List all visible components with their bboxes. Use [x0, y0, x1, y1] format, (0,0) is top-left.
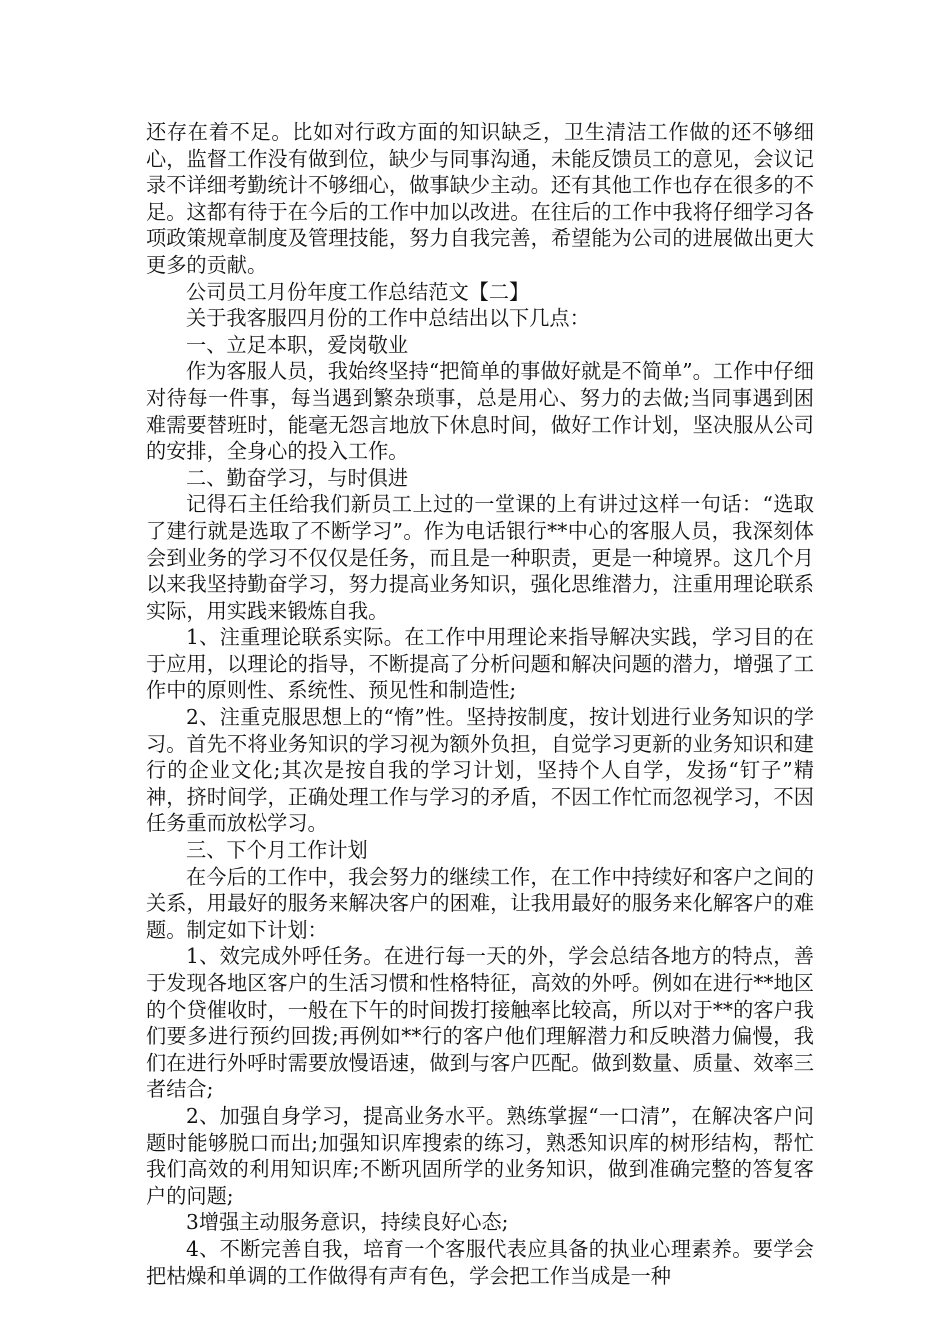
heading-1: 一、立足本职，爱岗敬业: [186, 332, 409, 357]
list-item: 4、不断完善自我，培育一个客服代表应具备的执业心理素养。要学会把枯燥和单调的工作做得有声有色，学会把工作当成是一种: [146, 1236, 814, 1288]
heading-3: 三、下个月工作计划: [186, 838, 368, 863]
heading-2: 二、勤奋学习，与时俱进: [186, 465, 409, 490]
paragraph: 记得石主任给我们新员工上过的一堂课的上有讲过这样一句话：“选取了建行就是选取了不断学习”。作为电话银行**中心的客服人员，我深刻体会到业务的学习不仅仅是任务，而且是一种职责，更是一种境界。这几个月以来我坚持勤奋学习，努力提高业务知识，强化思维潜力，注重用理论联系实际，用实践来锻炼自我。: [146, 492, 814, 623]
list-item: 2、注重克服思想上的“惰”性。坚持按制度，按计划进行业务知识的学习。首先不将业务知识的学习视为额外负担，自觉学习更新的业务知识和建行的企业文化;其次是按自我的学习计划，坚持个人自学，发扬“钉子”精神，挤时间学，正确处理工作与学习的矛盾，不因工作忙而忽视学习，不因任务重而放松学习。: [146, 705, 814, 836]
list-item: 2、加强自身学习，提高业务水平。熟练掌握“一口清”，在解决客户问题时能够脱口而出;加强知识库搜索的练习，熟悉知识库的树形结构，帮忙我们高效的利用知识库;不断巩固所学的业务知识，做到准确完整的答复客户的问题;: [146, 1103, 814, 1208]
paragraph-lead: 关于我客服四月份的工作中总结出以下几点：: [186, 306, 590, 331]
paragraph-intro: 还存在着不足。比如对行政方面的知识缺乏，卫生清洁工作做的还不够细心，监督工作没有做到位，缺少与同事沟通，未能反馈员工的意见，会议记录不详细考勤统计不够细心，做事缺少主动。还有其他工作也存在很多的不足。这都有待于在今后的工作中加以改进。在往后的工作中我将仔细学习各项政策规章制度及管理技能，努力自我完善，希望能为公司的进展做出更大更多的贡献。: [146, 120, 814, 277]
list-item: 1、注重理论联系实际。在工作中用理论来指导解决实践，学习目的在于应用，以理论的指导，不断提高了分析问题和解决问题的潜力，增强了工作中的原则性、系统性、预见性和制造性;: [146, 625, 814, 703]
list-item: 3增强主动服务意识，持续良好心态;: [186, 1210, 509, 1235]
paragraph: 在今后的工作中，我会努力的继续工作，在工作中持续好和客户之间的关系，用最好的服务来解决客户的困难，让我用最好的服务来化解客户的难题。制定如下计划：: [146, 864, 814, 942]
section-title: 公司员工月份年度工作总结范文【二】: [186, 279, 530, 304]
paragraph: 作为客服人员，我始终坚持“把简单的事做好就是不简单”。工作中仔细对待每一件事，每当遇到繁杂琐事，总是用心、努力的去做;当同事遇到困难需要替班时，能毫无怨言地放下休息时间，做好工作计划，坚决服从公司的安排，全身心的投入工作。: [146, 359, 814, 464]
document-page: [146, 119, 814, 1289]
list-item: 1、效完成外呼任务。在进行每一天的外，学会总结各地方的特点，善于发现各地区客户的生活习惯和性格特征，高效的外呼。例如在进行**地区的个贷催收时，一般在下午的时间拨打接触率比较高，所以对于**的客户我们要多进行预约回拨;再例如**行的客户他们理解潜力和反映潜力偏慢，我们在进行外呼时需要放慢语速，做到与客户匹配。做到数量、质量、效率三者结合;: [146, 944, 814, 1102]
